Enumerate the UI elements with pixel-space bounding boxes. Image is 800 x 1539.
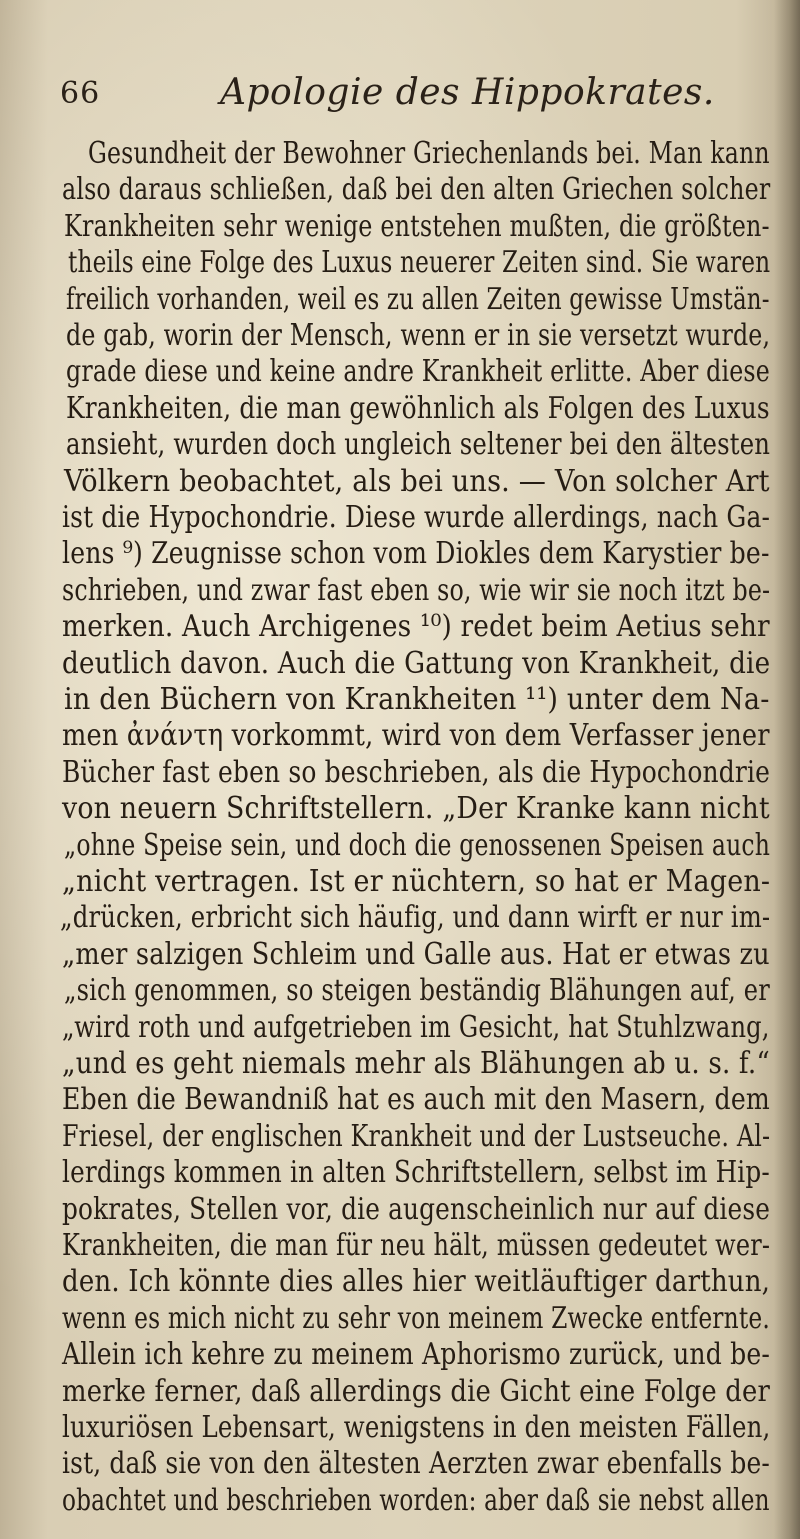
- page-header: [60, 68, 740, 118]
- text-line: ist, daß sie von den ältesten Aerzten zwar ebenfalls be-: [62, 1446, 771, 1482]
- text-line: „mer salzigen Schleim und Galle aus. Hat er etwas zu: [62, 936, 770, 972]
- text-line: obachtet und beschrieben worden: aber daß sie nebst allen: [62, 1482, 770, 1518]
- text-line: „und es geht niemals mehr als Blähungen ab u. s. f.“: [62, 1046, 770, 1081]
- text-line: grade diese und keine andre Krankheit erlitte. Aber diese: [66, 354, 770, 390]
- text-line: theils eine Folge des Luxus neuerer Zeiten sind. Sie waren: [68, 245, 771, 281]
- text-line: de gab, worin der Mensch, wenn er in sie versetzt wurde,: [66, 318, 771, 353]
- text-line: merken. Auch Archigenes ¹⁰) redet beim Aetius sehr: [62, 609, 770, 645]
- text-line: men ἀνάντη vorkommt, wird von dem Verfasser jener: [62, 718, 770, 754]
- text-line: Allein ich kehre zu meinem Aphorismo zurück, und be-: [62, 1337, 771, 1373]
- text-line: „ohne Speise sein, und doch die genossenen Speisen auch: [64, 827, 771, 863]
- running-title: Apologie des Hippokrates.: [220, 72, 715, 113]
- text-line: Völkern beobachtet, als bei uns. — Von solcher Art: [64, 463, 770, 499]
- text-line: Bücher fast eben so beschrieben, als die Hypochondrie: [62, 754, 771, 790]
- text-line: Krankheiten, die man für neu hält, müssen gedeutet wer-: [62, 1228, 771, 1263]
- text-line: in den Büchern von Krankheiten ¹¹) unter dem Na-: [64, 682, 770, 717]
- text-line: merke ferner, daß allerdings die Gicht eine Folge der: [62, 1373, 771, 1409]
- text-line: Friesel, der englischen Krankheit und der Lustseuche. Al-: [62, 1118, 771, 1154]
- text-line: lens ⁹) Zeugnisse schon vom Diokles dem Karystier be-: [62, 536, 770, 572]
- text-line: von neuern Schriftstellern. „Der Kranke kann nicht: [62, 791, 770, 827]
- text-line: wenn es mich nicht zu sehr von meinem Zwecke entfernte.: [62, 1300, 770, 1336]
- text-line: Eben die Bewandniß hat es auch mit den Masern, dem: [62, 1082, 770, 1118]
- text-line: den. Ich könnte dies alles hier weitläuftiger darthun,: [62, 1264, 771, 1300]
- text-line: deutlich davon. Auch die Gattung von Krankheit, die: [62, 645, 771, 681]
- text-line: Gesundheit der Bewohner Griechenlands bei. Man kann: [88, 136, 770, 171]
- text-line: „nicht vertragen. Ist er nüchtern, so hat er Magen-: [62, 864, 771, 899]
- text-line: ansieht, wurden doch ungleich seltener bei den ältesten: [66, 427, 771, 463]
- text-line: pokrates, Stellen vor, die augenscheinlich nur auf diese: [62, 1191, 771, 1227]
- page-gutter-shadow: [774, 0, 800, 1539]
- page-number: 66: [60, 76, 101, 111]
- text-line: ist die Hypochondrie. Diese wurde allerdings, nach Ga-: [62, 500, 771, 535]
- text-line: schrieben, und zwar fast eben so, wie wir sie noch itzt be-: [62, 572, 771, 608]
- text-line: luxuriösen Lebensart, wenigstens in den meisten Fällen,: [62, 1410, 771, 1445]
- text-line: also daraus schließen, daß bei den alten Griechen solcher: [62, 172, 771, 208]
- text-line: Krankheiten, die man gewöhnlich als Folgen des Luxus: [66, 390, 770, 426]
- text-line: lerdings kommen in alten Schriftstellern, selbst im Hip-: [62, 1155, 770, 1191]
- text-line: „drücken, erbricht sich häufig, und dann wirft er nur im-: [60, 900, 771, 936]
- text-line: „wird roth und aufgetrieben im Gesicht, hat Stuhlzwang,: [62, 1009, 770, 1045]
- text-line: „sich genommen, so steigen beständig Blähungen auf, er: [64, 973, 770, 1009]
- text-line: freilich vorhanden, weil es zu allen Zeiten gewisse Umstän-: [66, 281, 770, 317]
- text-line: Krankheiten sehr wenige entstehen mußten, die größten-: [64, 208, 770, 244]
